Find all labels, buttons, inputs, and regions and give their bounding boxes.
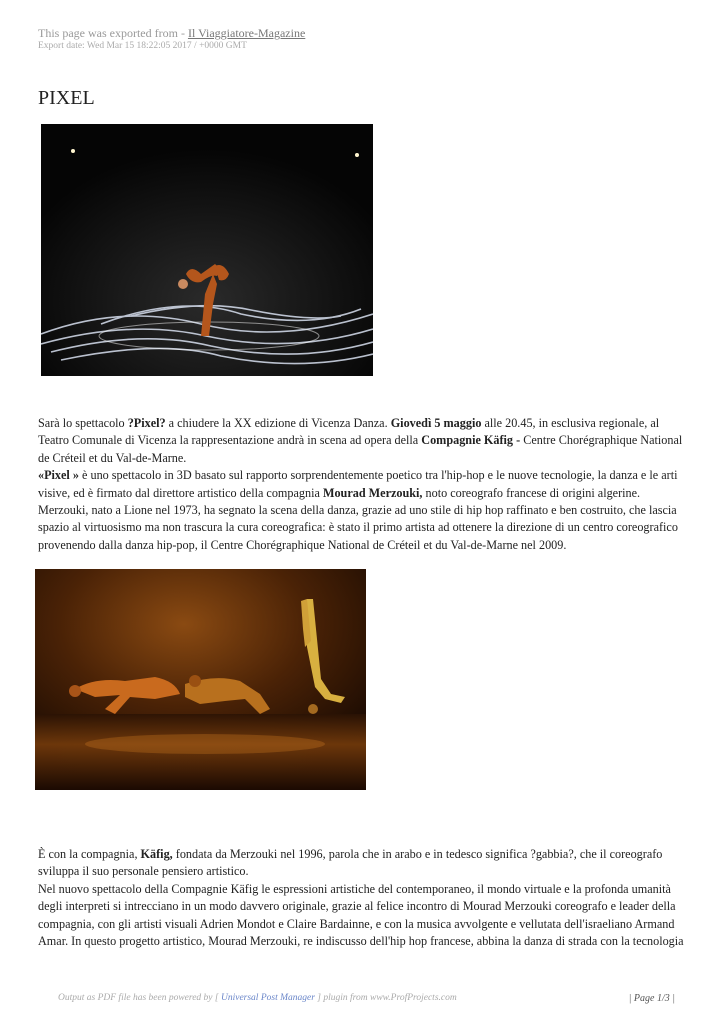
dancer-photo-1 (41, 124, 373, 376)
page-number: | Page 1/3 | (628, 993, 675, 1004)
export-date: Export date: Wed Mar 15 18:22:05 2017 / +0000 GMT (38, 41, 247, 51)
dancer-photo-2 (35, 569, 366, 790)
para1-text-5: è uno spettacolo in 3D basato sul rapporto sorprendentemente poetico tra l'hip-hop e le nuove tecnologie, la danza e le arti visive, ed è firmato dal direttore artistico della compagnia (38, 468, 678, 500)
article-paragraph-1 (38, 415, 688, 554)
para2-text-1: È con la compagnia, (38, 847, 141, 861)
para1-text-2: a chiudere la XX edizione di Vicenza Danza. (165, 416, 391, 430)
footer-suffix: ] plugin from www.ProfProjects.com (314, 993, 457, 1003)
para2-text-3: Nel nuovo spettacolo della Compagnie Käfig le espressioni artistiche del contemporaneo, il mondo virtuale e la profonda umanità degli interpreti si intrecciano in un modo davvero originale, grazie al felice incontro di Mourad Merzouki coreografo e leader della compagnia, con gli artisti visuali Adrien Mondot e Claire Bardainne, e con la musica avvolgente e vellutata dell'israeliano Armand Amar. In questo progetto artistico, Mourad Merzouki, re indiscusso dell'hip hop francese, abbina la danza di strada con la tecnologia (38, 881, 684, 949)
dancer-photo-1-image (41, 124, 373, 376)
footer-prefix: Output as PDF file has been powered by [ (58, 993, 221, 1003)
para1-bold-merzouki: Mourad Merzouki, (322, 485, 423, 500)
dancer-photo-2-image (35, 569, 366, 790)
para1-bold-pixel: ?Pixel? (127, 416, 166, 430)
para1-bold-company: Compagnie Käfig - (421, 433, 521, 448)
export-prefix: This page was exported from - (38, 26, 188, 40)
export-notice (38, 26, 305, 41)
para1-bold-pixel-quote: «Pixel » (38, 468, 79, 483)
para1-text-3: alle 20.45, in esclusiva regionale, al Teatro Comunale di Vicenza la rappresentazione andrà in scena ad opera della (38, 416, 660, 448)
pdf-footer (58, 993, 457, 1003)
para1-text-1: Sarà lo spettacolo (38, 416, 128, 430)
site-link[interactable]: Il Viaggiatore-Magazine (187, 26, 306, 40)
plugin-link[interactable]: Universal Post Manager (220, 993, 315, 1003)
para1-text-4: Centre Chorégraphique National de Créteil et du Val-de-Marne. (38, 433, 683, 465)
article-paragraph-2 (38, 846, 688, 950)
page-title: PIXEL (38, 87, 95, 109)
para1-text-6: noto coreografo francese di origini algerine. (422, 485, 641, 500)
para2-text-2: fondata da Merzouki nel 1996, parola che in arabo e in tedesco significa ?gabbia?, che il coreografo sviluppa il suo personale pensiero artistico. (38, 847, 663, 879)
para1-bold-date: Giovedì 5 maggio (390, 416, 482, 430)
para1-text-7: Merzouki, nato a Lione nel 1973, ha segnato la scena della danza, grazie ad uno stile di hip hop raffinato e ben costruito, che lascia spazio al virtuosismo ma non trascura la cura coreografica: è stato il primo artista ad ottenere la direzione di un centro coreografico provenendo dalla danza hip-pop, il Centre Chorégraphique National de Créteil et du Val-de-Marne nel 2009. (38, 503, 678, 552)
para2-bold-kafig: Käfig, (140, 847, 173, 861)
